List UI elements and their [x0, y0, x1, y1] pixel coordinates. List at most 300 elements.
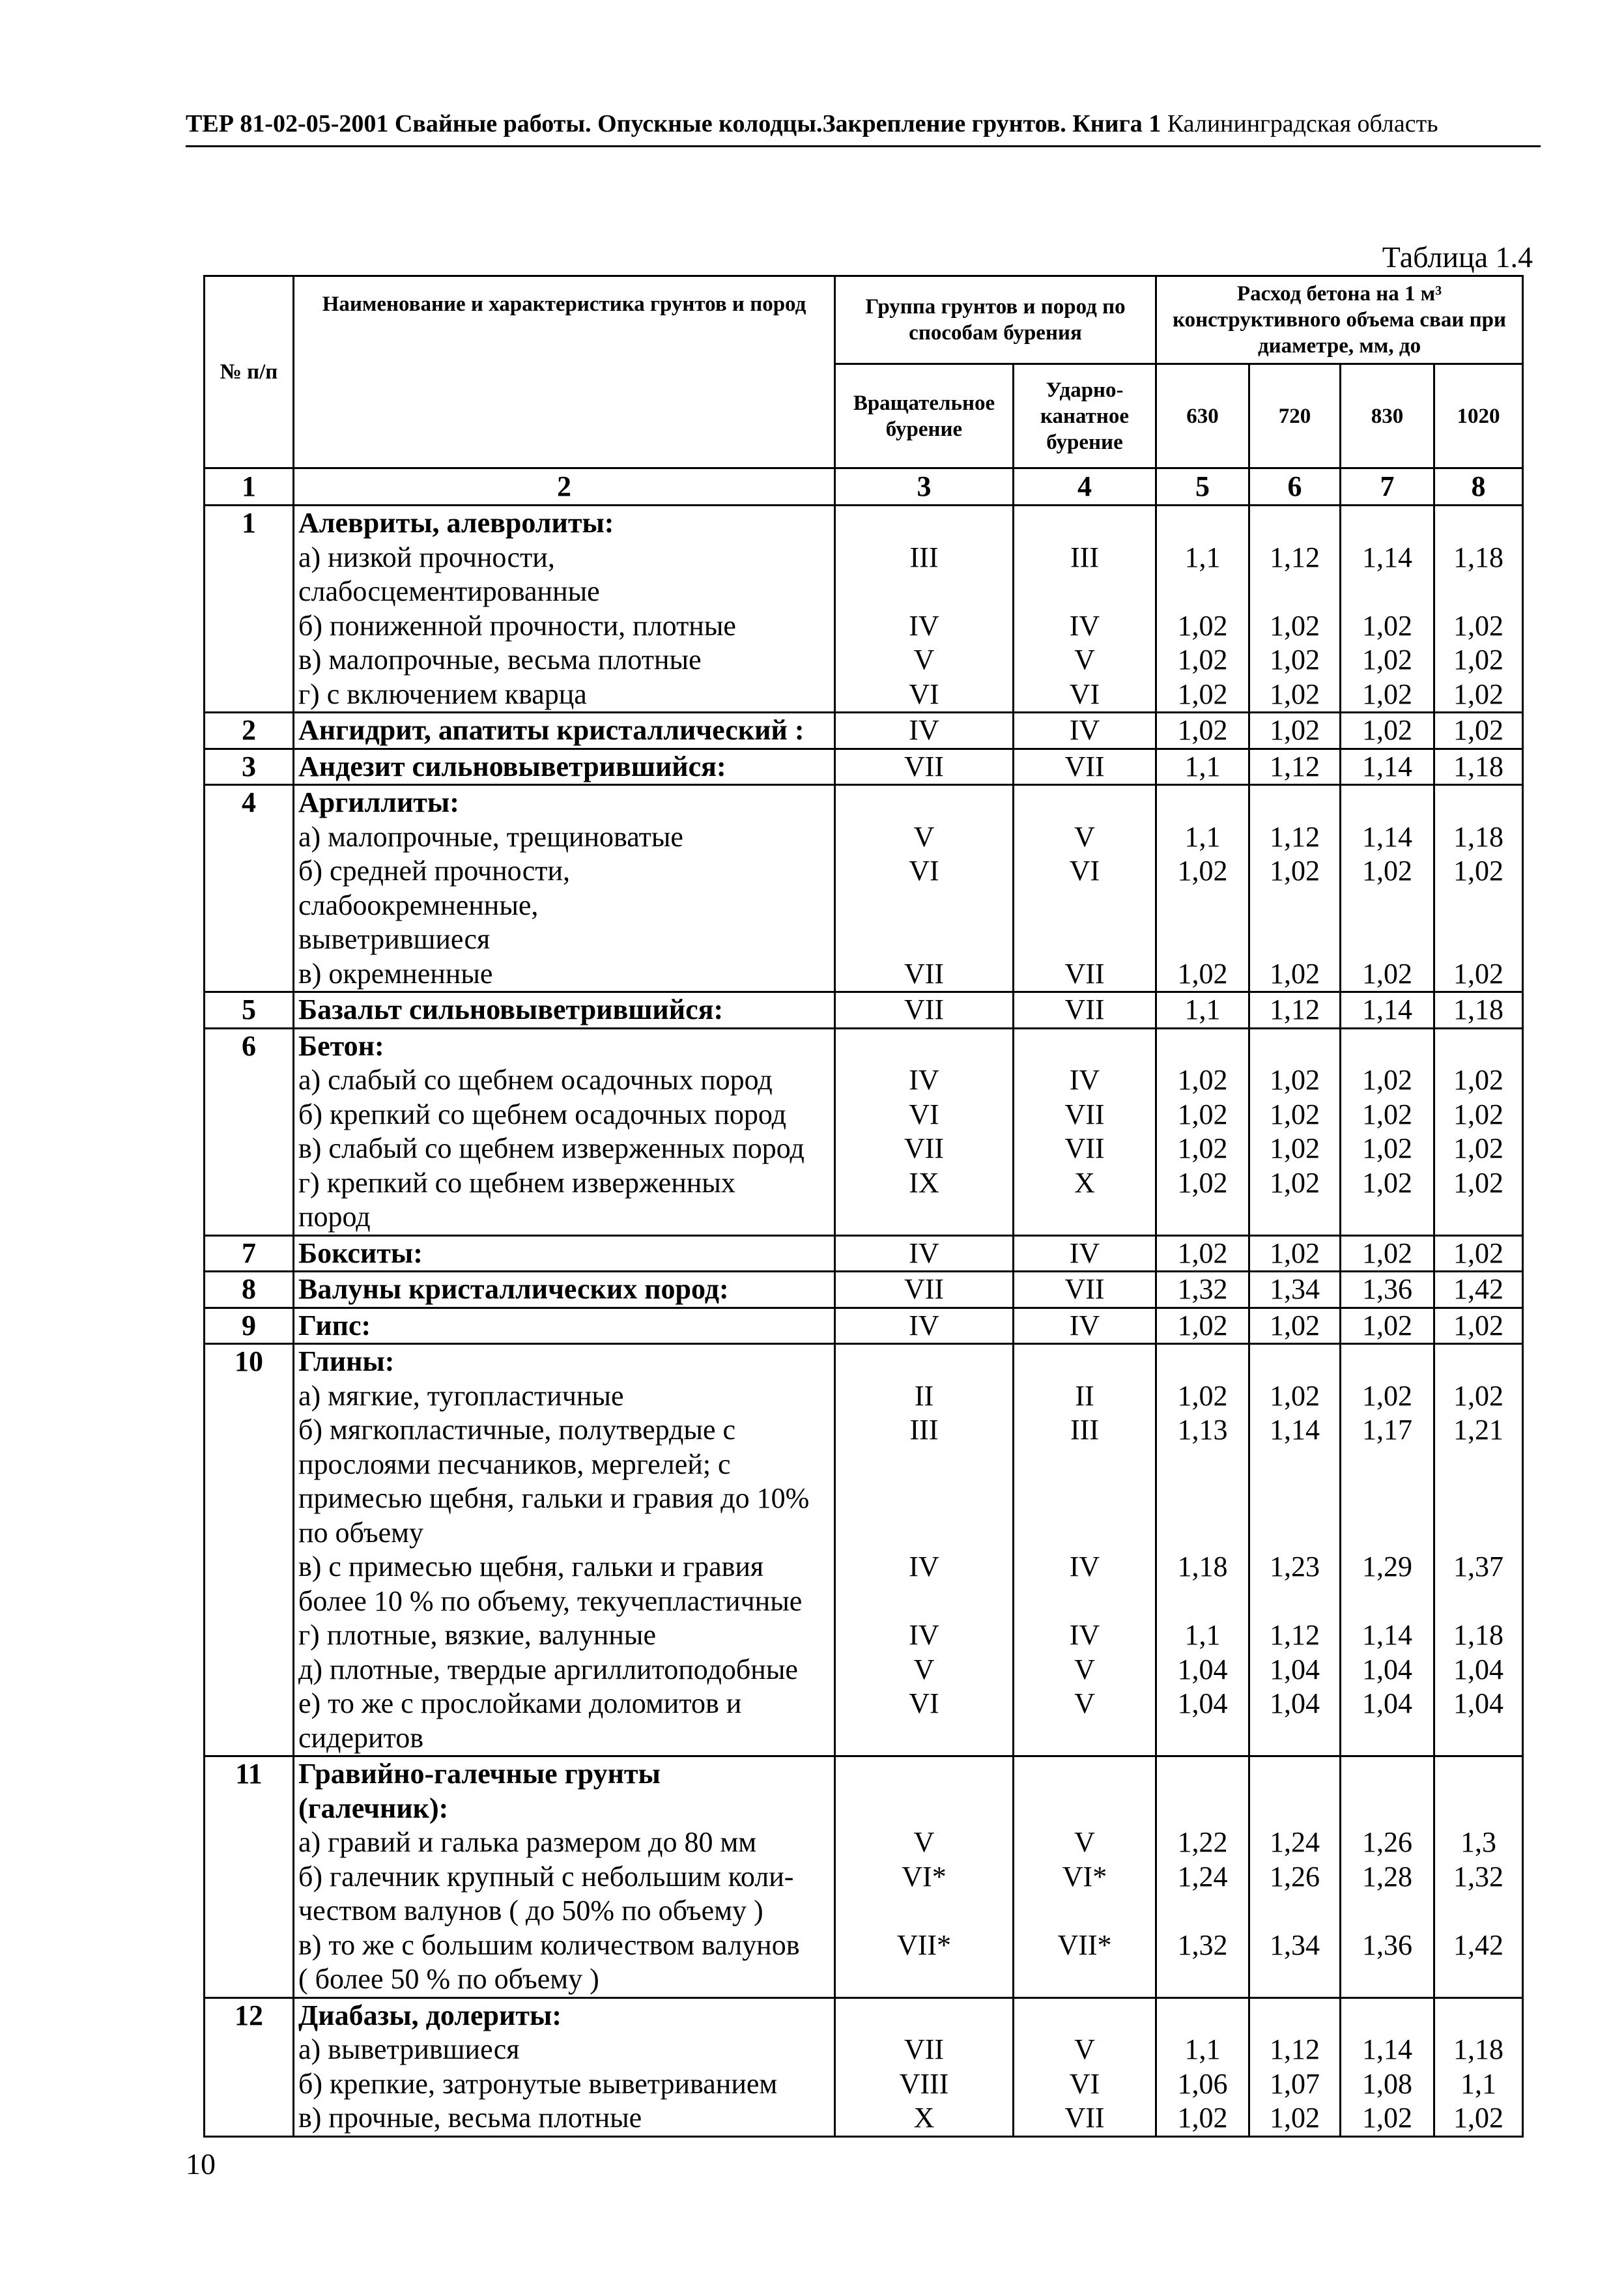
consumption-830-value: 1,14	[1362, 541, 1413, 573]
soil-subtype-text: а) мягкие, тугопластичные	[298, 1379, 624, 1412]
percussive-group-cell	[1014, 749, 1156, 785]
percussive-group-value: IV	[1069, 1309, 1100, 1341]
percussive-group-value: VII	[1064, 1098, 1105, 1130]
soil-subtype-text: е) то же с прослойками доломитов и	[298, 1687, 742, 1719]
percussive-group-value: VII	[1064, 1273, 1105, 1305]
consumption-630-value: 1,13	[1177, 1414, 1228, 1446]
empty-line	[836, 1345, 1012, 1379]
percussive-group-value: VI*	[1062, 1860, 1107, 1893]
consumption-720-value: 1,02	[1270, 678, 1320, 710]
consumption-1020-value: 1,02	[1453, 714, 1504, 746]
consumption-630-value: 1,24	[1177, 1860, 1228, 1893]
consumption-630-cell	[1156, 785, 1249, 992]
consumption-630-value: 1,02	[1177, 678, 1228, 710]
soil-subtype-text: г) плотные, вязкие, валунные	[298, 1619, 657, 1651]
percussive-group-value: VII	[1064, 1132, 1105, 1164]
percussive-group-value: V	[1074, 644, 1095, 676]
consumption-1020-value: 1,32	[1453, 1860, 1504, 1893]
consumption-630-value: 1,18	[1177, 1551, 1228, 1582]
consumption-1020-value: 1,18	[1453, 1619, 1504, 1651]
consumption-1020-cell	[1434, 992, 1523, 1029]
percussive-group-cell	[1014, 1028, 1156, 1235]
rotary-group-value: VII	[904, 2033, 945, 2065]
empty-line	[836, 1516, 1012, 1551]
rotary-group-value: VII	[904, 1273, 945, 1305]
soil-subtype-text: б) крепкие, затронутые выветриванием	[298, 2067, 778, 2100]
consumption-830-value: 1,02	[1362, 855, 1413, 887]
empty-line	[1014, 1516, 1155, 1551]
consumption-630-value: 1,02	[1177, 644, 1228, 676]
consumption-830-cell	[1341, 1308, 1434, 1344]
consumption-1020-value: 1,02	[1453, 1166, 1504, 1199]
consumption-630-cell	[1156, 1997, 1249, 2136]
rotary-group-value: VIII	[899, 2067, 949, 2100]
consumption-830-cell	[1341, 1344, 1434, 1756]
consumption-1020-value: 1,42	[1453, 1273, 1504, 1305]
consumption-830-value: 1,02	[1362, 644, 1413, 676]
consumption-830-value: 1,02	[1362, 1379, 1413, 1412]
consumption-1020-value: 1,04	[1453, 1653, 1504, 1685]
soil-subtype-text: б) крепкий со щебнем осадочных пород	[298, 1098, 787, 1130]
column-number: 4	[1014, 468, 1156, 506]
percussive-group-cell	[1014, 1997, 1156, 2136]
percussive-group-value: V	[1074, 820, 1095, 853]
table-caption: Таблица 1.4	[1382, 240, 1533, 274]
consumption-720-cell	[1249, 1756, 1341, 1998]
soil-subtype-text: а) малопрочные, трещиноватые	[298, 820, 683, 853]
consumption-720-value: 1,12	[1270, 1619, 1320, 1651]
percussive-group-value: II	[1075, 1379, 1094, 1412]
empty-line	[1157, 1792, 1248, 1826]
consumption-720-value: 1,34	[1270, 1928, 1320, 1961]
empty-line	[1157, 1721, 1248, 1756]
consumption-830-cell	[1341, 713, 1434, 749]
soil-subtype-text: в) окремненные	[298, 957, 493, 990]
consumption-830-value: 1,02	[1362, 714, 1413, 746]
consumption-830-value: 1,02	[1362, 1098, 1413, 1130]
consumption-720-cell	[1249, 785, 1341, 992]
empty-line	[1341, 1721, 1433, 1756]
consumption-830-value: 1,28	[1362, 1860, 1413, 1893]
consumption-1020-value: 1,02	[1453, 1132, 1504, 1164]
soil-subtype-text: пород	[298, 1201, 371, 1233]
consumption-630-value: 1,06	[1177, 2067, 1228, 2100]
percussive-group-value: VI	[1069, 678, 1100, 710]
consumption-630-cell	[1156, 506, 1249, 713]
consumption-630-value: 1,02	[1177, 1064, 1228, 1096]
empty-line	[836, 1999, 1012, 2033]
empty-line	[1341, 923, 1433, 957]
soil-category-title: Ангидрит, апатиты кристаллический :	[298, 714, 805, 746]
soil-category-title: Аргиллиты:	[298, 786, 459, 818]
percussive-group-cell	[1014, 1235, 1156, 1272]
column-number: 5	[1156, 468, 1249, 506]
empty-line	[1157, 575, 1248, 609]
consumption-720-cell	[1249, 713, 1341, 749]
consumption-1020-value: 1,18	[1453, 994, 1504, 1025]
consumption-630-value: 1,02	[1177, 957, 1228, 990]
percussive-group-value: III	[1070, 1414, 1099, 1446]
column-number: 6	[1249, 468, 1341, 506]
consumption-830-value: 1,36	[1362, 1928, 1413, 1961]
empty-line	[836, 1584, 1012, 1619]
consumption-630-value: 1,02	[1177, 855, 1228, 887]
consumption-1020-value: 1,18	[1453, 750, 1504, 782]
percussive-group-cell	[1014, 1756, 1156, 1998]
soil-category-title: Гипс:	[298, 1309, 371, 1341]
empty-line	[1250, 889, 1339, 923]
empty-line	[1435, 786, 1522, 820]
empty-line	[836, 1962, 1012, 1997]
consumption-1020-value: 1,1	[1460, 2067, 1497, 2100]
consumption-630-cell	[1156, 992, 1249, 1029]
consumption-1020-value: 1,37	[1453, 1551, 1504, 1582]
rotary-group-value: IV	[909, 1237, 939, 1269]
consumption-630-value: 1,32	[1177, 1273, 1228, 1305]
percussive-group-value: III	[1070, 541, 1099, 573]
header-percussive: Ударно-канатное бурение	[1014, 364, 1156, 468]
rotary-group-cell	[835, 1308, 1014, 1344]
running-header-region: Калининградская область	[1167, 110, 1438, 137]
soil-subtype-text: слабосцементированные	[298, 575, 600, 607]
consumption-1020-value: 1,02	[1453, 2102, 1504, 2134]
row-number: 6	[205, 1028, 294, 1235]
consumption-630-value: 1,1	[1184, 1619, 1221, 1651]
soil-subtype-text: в) малопрочные, весьма плотные	[298, 644, 702, 676]
consumption-720-value: 1,02	[1270, 1166, 1320, 1199]
empty-line	[1014, 1721, 1155, 1756]
empty-line	[1435, 1481, 1522, 1516]
empty-line	[1250, 1894, 1339, 1928]
consumption-1020-cell	[1434, 749, 1523, 785]
table-row	[205, 1344, 1523, 1756]
column-number: 8	[1434, 468, 1523, 506]
consumption-630-cell	[1156, 1235, 1249, 1272]
consumption-1020-value: 1,42	[1453, 1928, 1504, 1961]
consumption-830-value: 1,02	[1362, 1237, 1413, 1269]
consumption-720-value: 1,02	[1270, 1098, 1320, 1130]
empty-line	[1341, 786, 1433, 820]
consumption-830-value: 1,02	[1362, 1132, 1413, 1164]
empty-line	[1157, 1584, 1248, 1619]
consumption-830-value: 1,02	[1362, 2102, 1413, 2134]
rotary-group-value: V	[913, 820, 935, 853]
row-number: 8	[205, 1272, 294, 1308]
soil-subtype-text: слабоокремненные,	[298, 889, 539, 921]
consumption-630-value: 1,04	[1177, 1653, 1228, 1685]
consumption-1020-value: 1,02	[1453, 1064, 1504, 1096]
soil-subtype-text: в) то же с большим количеством валунов	[298, 1928, 800, 1961]
empty-line	[1435, 1584, 1522, 1619]
percussive-group-value: V	[1074, 1826, 1095, 1858]
consumption-630-value: 1,1	[1184, 750, 1221, 782]
consumption-630-value: 1,04	[1177, 1687, 1228, 1719]
empty-line	[1435, 923, 1522, 957]
soil-category-title: Гравийно-галечные грунты	[298, 1758, 661, 1790]
percussive-group-cell	[1014, 713, 1156, 749]
empty-line	[1157, 1757, 1248, 1792]
empty-line	[1250, 1516, 1339, 1551]
consumption-720-value: 1,04	[1270, 1687, 1320, 1719]
soil-concrete-table	[203, 275, 1524, 2138]
consumption-1020-cell	[1434, 785, 1523, 992]
consumption-630-value: 1,02	[1177, 1379, 1228, 1412]
empty-line	[1435, 575, 1522, 609]
percussive-group-value: VII	[1064, 750, 1105, 782]
header-name: Наименование и характеристика грунтов и пород	[294, 276, 835, 468]
rotary-group-cell	[835, 1235, 1014, 1272]
empty-line	[836, 506, 1012, 541]
consumption-1020-value: 1,18	[1453, 820, 1504, 853]
header-drilling-group: Группа грунтов и пород по способам бурения	[835, 276, 1156, 364]
table-row	[205, 1272, 1523, 1308]
rotary-group-cell	[835, 749, 1014, 785]
consumption-630-value: 1,02	[1177, 1132, 1228, 1164]
consumption-720-value: 1,12	[1270, 994, 1320, 1025]
empty-line	[1250, 1962, 1339, 1997]
soil-subtype-text: по объему	[298, 1516, 423, 1549]
soil-subtype-text: б) пониженной прочности, плотные	[298, 609, 736, 642]
rotary-group-value: VII	[904, 750, 945, 782]
consumption-630-cell	[1156, 1756, 1249, 1998]
consumption-720-value: 1,07	[1270, 2067, 1320, 2100]
rotary-group-value: IV	[909, 1064, 939, 1096]
empty-line	[1014, 889, 1155, 923]
soil-category-title: Алевриты, алевролиты:	[298, 507, 614, 539]
soil-category-title: Валуны кристаллических пород:	[298, 1273, 729, 1305]
table-row	[205, 992, 1523, 1029]
empty-line	[1157, 1481, 1248, 1516]
empty-line	[1014, 786, 1155, 820]
rotary-group-value: III	[909, 1414, 939, 1446]
consumption-630-value: 1,02	[1177, 1309, 1228, 1341]
empty-line	[1341, 1481, 1433, 1516]
empty-line	[1250, 923, 1339, 957]
consumption-830-value: 1,14	[1362, 1619, 1413, 1651]
consumption-720-value: 1,02	[1270, 957, 1320, 990]
consumption-1020-value: 1,3	[1460, 1826, 1497, 1858]
consumption-830-value: 1,04	[1362, 1687, 1413, 1719]
soil-category-title: Бокситы:	[298, 1237, 423, 1269]
consumption-1020-value: 1,21	[1453, 1414, 1504, 1446]
soil-description	[294, 1028, 835, 1235]
percussive-group-cell	[1014, 1272, 1156, 1308]
consumption-630-value: 1,1	[1184, 994, 1221, 1025]
percussive-group-value: IV	[1069, 1619, 1100, 1651]
consumption-1020-cell	[1434, 1308, 1523, 1344]
rotary-group-cell	[835, 1997, 1014, 2136]
soil-subtype-text: г) с включением кварца	[298, 678, 587, 710]
soil-category-title: Диабазы, долериты:	[298, 1999, 562, 2031]
empty-line	[1341, 1029, 1433, 1064]
empty-line	[1250, 1345, 1339, 1379]
consumption-830-value: 1,02	[1362, 609, 1413, 642]
consumption-720-value: 1,02	[1270, 2102, 1320, 2134]
rotary-group-value: IV	[909, 714, 939, 746]
empty-line	[1250, 1200, 1339, 1235]
soil-category-title: (галечник):	[298, 1792, 449, 1824]
consumption-830-value: 1,02	[1362, 1166, 1413, 1199]
percussive-group-value: IV	[1069, 609, 1100, 642]
percussive-group-value: VII	[1064, 2102, 1105, 2134]
percussive-group-cell	[1014, 1344, 1156, 1756]
percussive-group-value: X	[1074, 1166, 1095, 1199]
table-body	[205, 506, 1523, 2137]
rotary-group-value: X	[913, 2102, 935, 2134]
empty-line	[1014, 1584, 1155, 1619]
consumption-1020-value: 1,02	[1453, 1309, 1504, 1341]
consumption-1020-cell	[1434, 1344, 1523, 1756]
rotary-group-value: IV	[909, 609, 939, 642]
row-number: 1	[205, 506, 294, 713]
empty-line	[1250, 1029, 1339, 1064]
consumption-1020-value: 1,02	[1453, 957, 1504, 990]
consumption-720-value: 1,24	[1270, 1826, 1320, 1858]
empty-line	[1435, 1029, 1522, 1064]
consumption-720-cell	[1249, 1028, 1341, 1235]
rotary-group-cell	[835, 785, 1014, 992]
consumption-830-cell	[1341, 1997, 1434, 2136]
consumption-720-value: 1,02	[1270, 644, 1320, 676]
empty-line	[1435, 1345, 1522, 1379]
consumption-1020-cell	[1434, 1235, 1523, 1272]
consumption-720-value: 1,14	[1270, 1414, 1320, 1446]
consumption-830-cell	[1341, 1756, 1434, 1998]
header-rotary: Вращательное бурение	[835, 364, 1014, 468]
empty-line	[1014, 1481, 1155, 1516]
consumption-830-value: 1,02	[1362, 1309, 1413, 1341]
empty-line	[836, 923, 1012, 957]
consumption-720-cell	[1249, 992, 1341, 1029]
row-number: 12	[205, 1997, 294, 2136]
consumption-830-value: 1,04	[1362, 1653, 1413, 1685]
consumption-830-cell	[1341, 749, 1434, 785]
consumption-1020-cell	[1434, 1272, 1523, 1308]
empty-line	[1157, 1448, 1248, 1482]
rotary-group-value: V	[913, 1653, 935, 1685]
soil-description	[294, 1997, 835, 2136]
consumption-630-cell	[1156, 1344, 1249, 1756]
empty-line	[1157, 1029, 1248, 1064]
empty-line	[836, 1757, 1012, 1792]
empty-line	[1250, 1481, 1339, 1516]
empty-line	[1435, 1757, 1522, 1792]
consumption-1020-value: 1,02	[1453, 855, 1504, 887]
empty-line	[836, 1029, 1012, 1064]
soil-description	[294, 506, 835, 713]
rotary-group-value: VII*	[896, 1928, 952, 1961]
column-number: 3	[835, 468, 1014, 506]
consumption-720-cell	[1249, 1997, 1341, 2136]
empty-line	[1341, 1757, 1433, 1792]
consumption-630-value: 1,02	[1177, 609, 1228, 642]
soil-subtype-text: в) прочные, весьма плотные	[298, 2102, 642, 2134]
consumption-720-cell	[1249, 1272, 1341, 1308]
rotary-group-value: VII	[904, 957, 945, 990]
empty-line	[1014, 1448, 1155, 1482]
soil-subtype-text: выветрившиеся	[298, 923, 491, 955]
empty-line	[1341, 506, 1433, 541]
empty-line	[1341, 575, 1433, 609]
empty-line	[1250, 1999, 1339, 2033]
soil-subtype-text: г) крепкий со щебнем изверженных	[298, 1166, 735, 1199]
consumption-1020-cell	[1434, 1028, 1523, 1235]
soil-description	[294, 1344, 835, 1756]
rotary-group-cell	[835, 992, 1014, 1029]
consumption-630-cell	[1156, 1272, 1249, 1308]
soil-category-title: Базальт сильновыветрившийся:	[298, 994, 724, 1025]
consumption-830-value: 1,14	[1362, 2033, 1413, 2065]
rotary-group-value: V	[913, 644, 935, 676]
consumption-1020-value: 1,02	[1453, 644, 1504, 676]
consumption-720-value: 1,02	[1270, 1132, 1320, 1164]
empty-line	[1341, 889, 1433, 923]
consumption-720-value: 1,04	[1270, 1653, 1320, 1685]
consumption-1020-value: 1,02	[1453, 1379, 1504, 1412]
consumption-630-value: 1,02	[1177, 1166, 1228, 1199]
consumption-720-cell	[1249, 1308, 1341, 1344]
soil-description	[294, 749, 835, 785]
rotary-group-cell	[835, 506, 1014, 713]
consumption-1020-cell	[1434, 1756, 1523, 1998]
consumption-830-cell	[1341, 785, 1434, 992]
consumption-630-value: 1,02	[1177, 1237, 1228, 1269]
soil-subtype-text: чеством валунов ( до 50% по объему )	[298, 1895, 763, 1926]
consumption-830-value: 1,08	[1362, 2067, 1413, 2100]
header-d1020: 1020	[1434, 364, 1523, 468]
row-number: 3	[205, 749, 294, 785]
consumption-630-value: 1,02	[1177, 714, 1228, 746]
consumption-830-value: 1,17	[1362, 1414, 1413, 1446]
running-header	[186, 107, 1541, 147]
consumption-830-value: 1,02	[1362, 957, 1413, 990]
soil-subtype-text: а) выветрившиеся	[298, 2033, 520, 2065]
soil-subtype-text: более 10 % по объему, текучепластичные	[298, 1584, 803, 1617]
consumption-630-value: 1,02	[1177, 1098, 1228, 1130]
rotary-group-cell	[835, 1028, 1014, 1235]
consumption-720-value: 1,02	[1270, 609, 1320, 642]
empty-line	[1157, 923, 1248, 957]
rotary-group-cell	[835, 1344, 1014, 1756]
consumption-720-value: 1,23	[1270, 1551, 1320, 1582]
table-row	[205, 506, 1523, 713]
soil-description	[294, 1235, 835, 1272]
percussive-group-cell	[1014, 506, 1156, 713]
rotary-group-value: IV	[909, 1551, 939, 1582]
consumption-1020-value: 1,02	[1453, 1098, 1504, 1130]
soil-subtype-text: ( более 50 % по объему )	[298, 1963, 599, 1995]
soil-subtype-text: д) плотные, твердые аргиллитоподобные	[298, 1653, 798, 1685]
consumption-630-value: 1,1	[1184, 820, 1221, 853]
row-number: 4	[205, 785, 294, 992]
empty-line	[1435, 1962, 1522, 1997]
rotary-group-value: IX	[909, 1166, 939, 1199]
consumption-830-value: 1,02	[1362, 678, 1413, 710]
empty-line	[1014, 1962, 1155, 1997]
header-num: № п/п	[205, 276, 294, 468]
header-concrete-consumption: Расход бетона на 1 м³ конструктивного объема сваи при диаметре, мм, до	[1156, 276, 1523, 364]
consumption-830-cell	[1341, 992, 1434, 1029]
empty-line	[1157, 1999, 1248, 2033]
consumption-830-value: 1,02	[1362, 1064, 1413, 1096]
row-number: 5	[205, 992, 294, 1029]
empty-line	[1157, 506, 1248, 541]
soil-description	[294, 992, 835, 1029]
consumption-630-value: 1,22	[1177, 1826, 1228, 1858]
consumption-830-value: 1,14	[1362, 994, 1413, 1025]
header-d720: 720	[1249, 364, 1341, 468]
empty-line	[836, 786, 1012, 820]
